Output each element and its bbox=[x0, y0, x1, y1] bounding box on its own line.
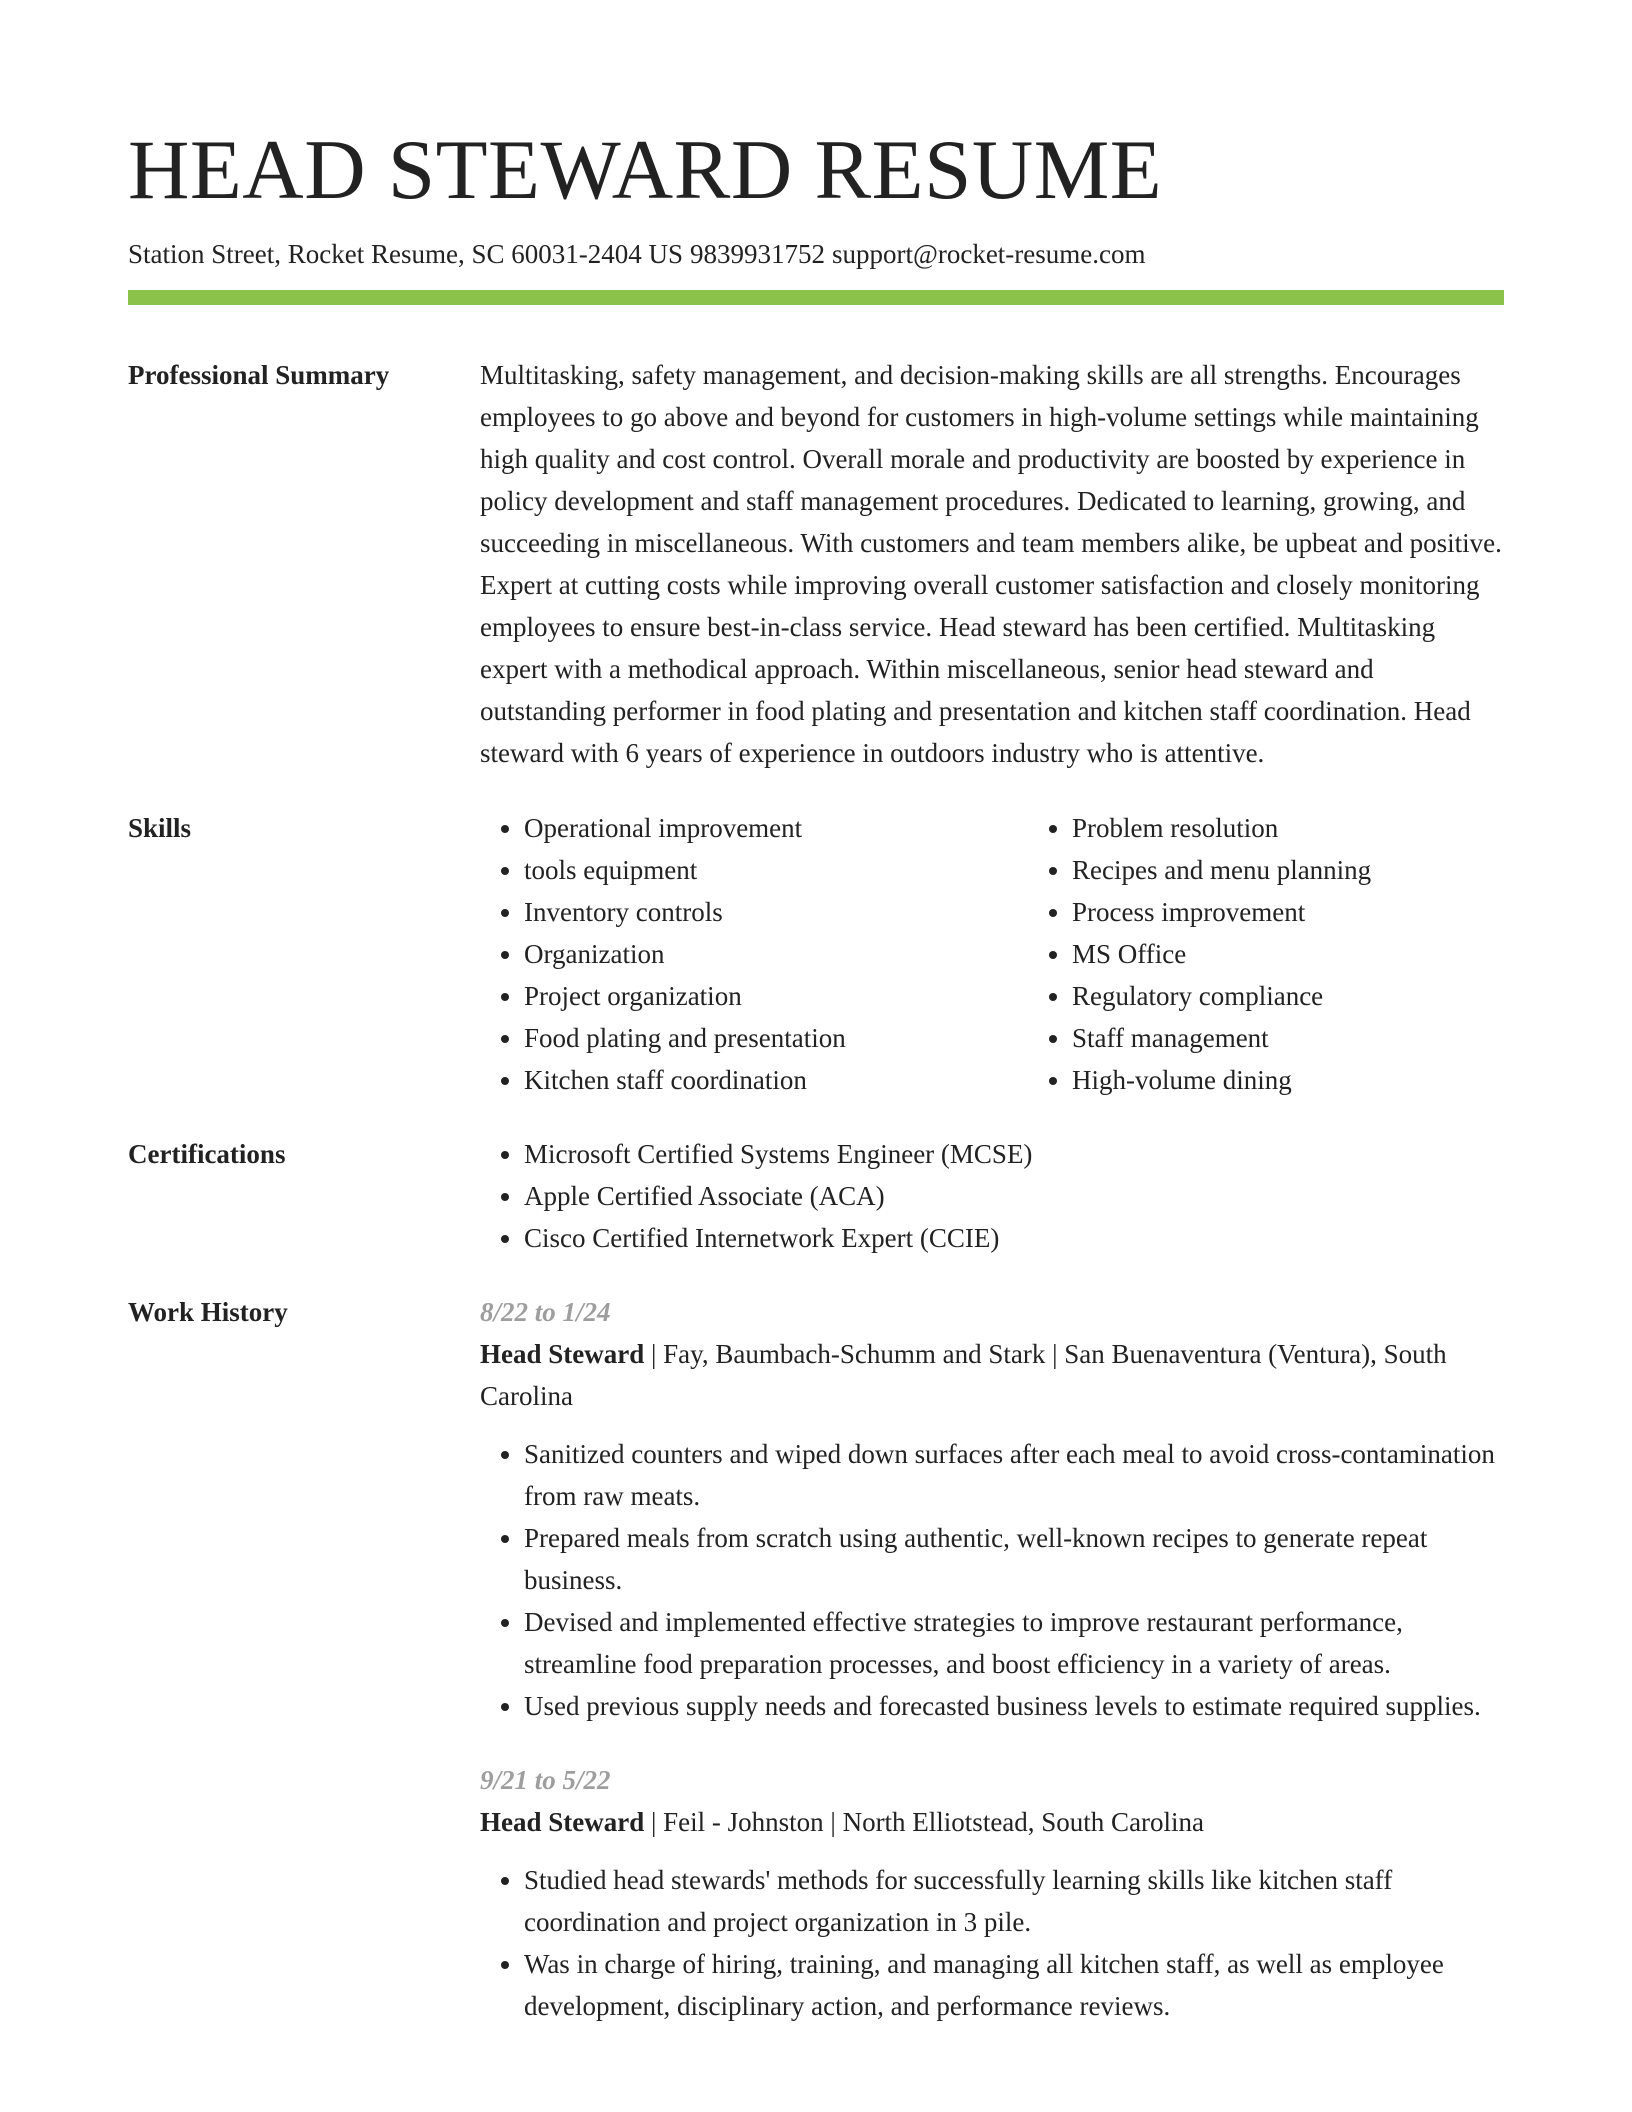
job-duty: • Prepared meals from scratch using authentic, well-known recipes to generate repeat business. bbox=[524, 1517, 1504, 1601]
certifications-list bbox=[480, 1133, 1504, 1259]
job-duty: • Studied head stewards' methods for successfully learning skills like kitchen staff coordination and project organization in 3 pile. bbox=[524, 1859, 1504, 1943]
work-history-heading: Work History bbox=[128, 1297, 288, 1327]
skill-item: • Project organization bbox=[524, 975, 1028, 1017]
contact-line bbox=[128, 236, 1504, 272]
certification-item: • Cisco Certified Internetwork Expert (CCIE) bbox=[524, 1217, 1504, 1259]
job-duty: • Devised and implemented effective strategies to improve restaurant performance, streamline food preparation processes, and boost efficiency in a variety of areas. bbox=[524, 1601, 1504, 1685]
job-employer-location: | Feil - Johnston | North Elliotstead, South Carolina bbox=[644, 1807, 1205, 1837]
skill-item: • High-volume dining bbox=[1072, 1059, 1504, 1101]
skill-item: • Recipes and menu planning bbox=[1072, 849, 1504, 891]
skills-body bbox=[480, 807, 1504, 1101]
summary-section bbox=[128, 354, 1504, 774]
skill-item: • Inventory controls bbox=[524, 891, 1028, 933]
job-entry bbox=[480, 1759, 1504, 2027]
job-title: Head Steward bbox=[480, 1339, 645, 1369]
skills-heading: Skills bbox=[128, 813, 192, 843]
contact-address: Station Street, Rocket Resume, SC 60031-2404 US bbox=[128, 239, 683, 269]
job-dates: 9/21 to 5/22 bbox=[480, 1765, 611, 1795]
skill-item: • Staff management bbox=[1072, 1017, 1504, 1059]
contact-phone: 9839931752 bbox=[689, 239, 825, 269]
work-history-section bbox=[128, 1291, 1504, 2027]
job-entry bbox=[480, 1291, 1504, 1727]
summary-heading: Professional Summary bbox=[128, 360, 390, 390]
job-duty: • Used previous supply needs and forecasted business levels to estimate required supplies. bbox=[524, 1685, 1504, 1727]
skill-item: • Regulatory compliance bbox=[1072, 975, 1504, 1017]
skills-list-right bbox=[1028, 807, 1504, 1101]
skill-item: • Kitchen staff coordination bbox=[524, 1059, 1028, 1101]
page-title: HEAD STEWARD RESUME bbox=[128, 123, 1163, 217]
job-duty: • Sanitized counters and wiped down surfaces after each meal to avoid cross-contamination from raw meats. bbox=[524, 1433, 1504, 1517]
skill-item: • Organization bbox=[524, 933, 1028, 975]
work-history-body bbox=[480, 1291, 1504, 2027]
skill-item: • Problem resolution bbox=[1072, 807, 1504, 849]
skill-item: • MS Office bbox=[1072, 933, 1504, 975]
summary-text: Multitasking, safety management, and decision-making skills are all strengths. Encourages employees to go above and beyond for customers in high-volume settings while maintaining high quality and cost control. Overall morale and productivity are boosted by experience in policy development and staff management procedures. Dedicated to learning, growing, and succeeding in miscellaneous. With customers and team members alike, be upbeat and positive. Expert at cutting costs while improving overall customer satisfaction and closely monitoring employees to ensure best-in-class service. Head steward has been certified. Multitasking expert with a methodical approach. Within miscellaneous, senior head steward and outstanding performer in food plating and presentation and kitchen staff coordination. Head steward with 6 years of experience in outdoors industry who is attentive. bbox=[480, 360, 1502, 768]
skill-item: • Food plating and presentation bbox=[524, 1017, 1028, 1059]
job-heading bbox=[480, 1333, 1504, 1417]
certifications-body bbox=[480, 1133, 1504, 1259]
job-dates: 8/22 to 1/24 bbox=[480, 1297, 611, 1327]
skills-list-left bbox=[480, 807, 1028, 1101]
certifications-heading: Certifications bbox=[128, 1139, 286, 1169]
skill-item: • Process improvement bbox=[1072, 891, 1504, 933]
skills-section bbox=[128, 807, 1504, 1101]
certification-item: • Microsoft Certified Systems Engineer (MCSE) bbox=[524, 1133, 1504, 1175]
summary-body bbox=[480, 354, 1504, 774]
certifications-section bbox=[128, 1133, 1504, 1259]
certification-item: • Apple Certified Associate (ACA) bbox=[524, 1175, 1504, 1217]
contact-email: support@rocket-resume.com bbox=[831, 239, 1146, 269]
skill-item: • Operational improvement bbox=[524, 807, 1028, 849]
job-duties-list bbox=[480, 1859, 1504, 2027]
skill-item: • tools equipment bbox=[524, 849, 1028, 891]
job-title: Head Steward bbox=[480, 1807, 645, 1837]
job-duty: • Was in charge of hiring, training, and managing all kitchen staff, as well as employee development, disciplinary action, and performance reviews. bbox=[524, 1943, 1504, 2027]
header-divider bbox=[128, 290, 1504, 305]
job-employer-location: | Fay, Baumbach-Schumm and Stark | San Buenaventura (Ventura), South Carolina bbox=[480, 1339, 1447, 1411]
job-duties-list bbox=[480, 1433, 1504, 1727]
job-heading bbox=[480, 1801, 1504, 1843]
skills-grid bbox=[480, 807, 1504, 1101]
